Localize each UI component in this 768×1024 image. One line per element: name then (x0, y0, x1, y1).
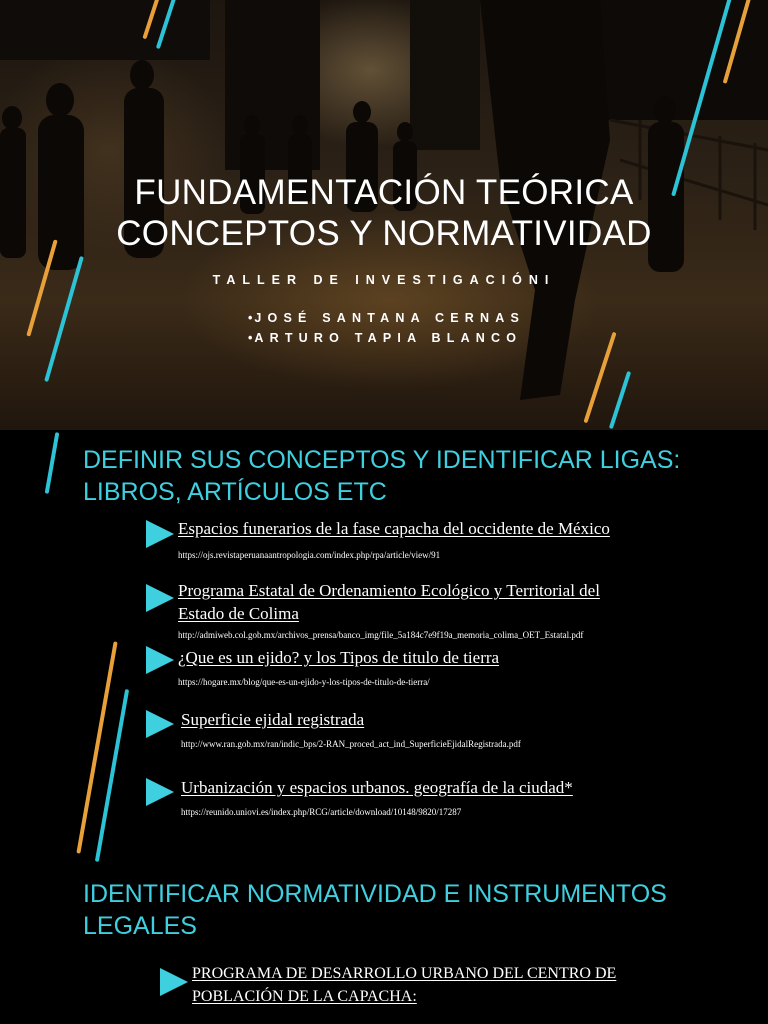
reference-link[interactable]: ¿Que es un ejido? y los Tipos de titulo de tierra (178, 648, 500, 667)
author-item: • ARTURO TAPIA BLANCO (248, 328, 525, 348)
decor-stripe-cyan (45, 432, 60, 494)
reference-link[interactable]: Superficie ejidal registrada (181, 710, 365, 729)
bullet-arrow-icon (146, 646, 174, 674)
reference-url[interactable]: https://hogare.mx/blog/que-es-un-ejido-y-los-tipos-de-titulo-de-tierra/ (178, 677, 430, 687)
bullet-arrow-icon (146, 778, 174, 806)
hero-title (0, 172, 768, 254)
hero-title-line1: FUNDAMENTACIÓN TEÓRICA (134, 173, 634, 212)
section-heading-normativity: IDENTIFICAR NORMATIVIDAD E INSTRUMENTOS LEGALES (83, 880, 667, 940)
bullet-arrow-icon (146, 710, 174, 738)
reference-link[interactable]: Espacios funerarios de la fase capacha del occidente de México (178, 519, 610, 538)
reference-link[interactable]: Urbanización y espacios urbanos. geografía de la ciudad* (181, 778, 573, 797)
reference-url[interactable]: https://ojs.revistaperuanaantropologia.com/index.php/rpa/article/view/91 (178, 550, 441, 560)
hero-subtitle: TALLER DE INVESTIGACIÓNI (212, 273, 556, 287)
reference-url[interactable]: http://www.ran.gob.mx/ran/indic_bps/2-RAN_proced_act_ind_SuperficieEjidalRegistrada.pdf (181, 739, 521, 749)
reference-link[interactable]: Programa Estatal de Ordenamiento Ecológico y Territorial del Estado de Colima (178, 581, 600, 623)
hero-banner (0, 0, 768, 430)
reference-link[interactable]: PROGRAMA DE DESARROLLO URBANO DEL CENTRO DE POBLACIÓN DE LA CAPACHA: (192, 965, 617, 1005)
hero-title-line2: CONCEPTOS Y NORMATIVIDAD (116, 214, 652, 253)
author-item: • JOSÉ SANTANA CERNAS (248, 308, 525, 328)
decor-stripe-orange (76, 641, 117, 853)
bullet-arrow-icon (146, 584, 174, 612)
bullet-arrow-icon (160, 968, 188, 996)
author-list (248, 308, 525, 348)
reference-url[interactable]: https://reunido.uniovi.es/index.php/RCG/article/download/10148/9820/17287 (181, 807, 462, 817)
reference-url[interactable]: http://admiweb.col.gob.mx/archivos_prensa/banco_img/file_5a184c7e9f19a_memoria_colima_OET_Estatal.pdf (178, 630, 584, 640)
bullet-arrow-icon (146, 520, 174, 548)
section-heading-concepts: DEFINIR SUS CONCEPTOS Y IDENTIFICAR LIGAS: LIBROS, ARTÍCULOS ETC (83, 446, 681, 506)
